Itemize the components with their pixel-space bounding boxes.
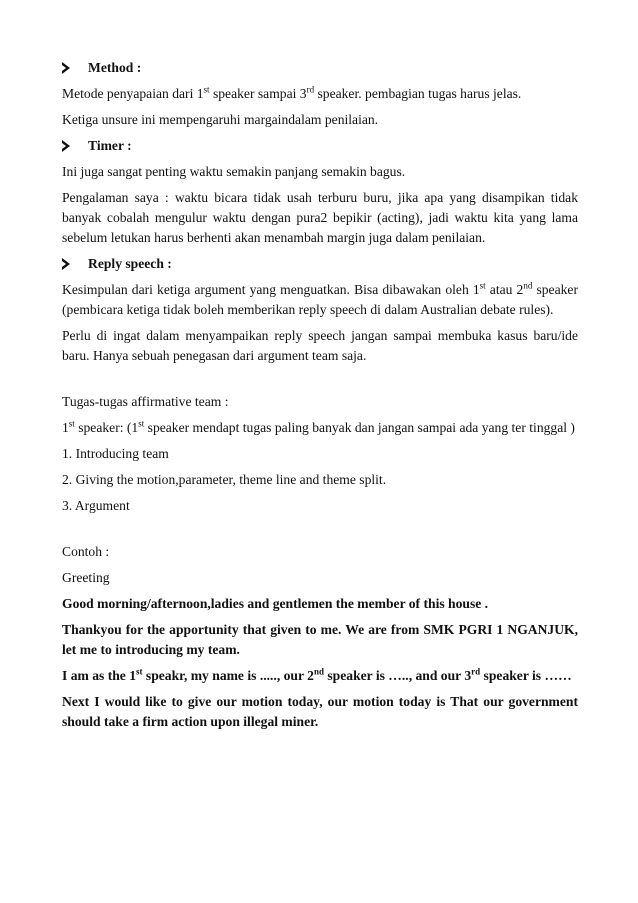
greeting-bold-3: I am as the 1st speakr, my name is ....., our 2nd speaker is ….., and our 3rd speaker is …… (62, 666, 572, 683)
timer-paragraph-1: Ini juga sangat penting waktu semakin panjang semakin bagus. (62, 164, 406, 179)
reply-paragraph-2: Perlu di ingat dalam menyampaikan reply speech jangan sampai membuka kasus baru/ide baru. Hanya sebuah penegasan dari argument team saja. (62, 328, 578, 363)
first-speaker-paragraph: 1st speaker: (1st speaker mendapt tugas paling banyak dan jangan sampai ada yang ter tinggal ) (62, 418, 575, 435)
contoh-title: Contoh : (62, 544, 110, 559)
timer-paragraph-2: Pengalaman saya : waktu bicara tidak usah terburu buru, jika apa yang disampikan tidak banyak cobalah mengulur waktu dengan pura2 bepikir (acting), jadi waktu kita yang lama sebelum letukan harus berhenti akan menambah margin juga dalam penilaian. (62, 190, 578, 245)
document-page (62, 58, 578, 738)
list-item: 2. Giving the motion,parameter, theme line and theme split. (62, 472, 387, 487)
timer-heading: Timer : (62, 136, 578, 156)
arrow-bullet-icon (62, 140, 70, 152)
affirmative-title: Tugas-tugas affirmative team : (62, 394, 229, 409)
method-paragraph-1: Metode penyapaian dari 1st speaker sampai 3rd speaker. pembagian tugas harus jelas. (62, 84, 522, 101)
reply-heading: Reply speech : (62, 254, 578, 274)
greeting-bold-2: Thankyou for the apportunity that given to me. We are from SMK PGRI 1 NGANJUK, let me to introducing my team. (62, 622, 578, 657)
method-heading: Method : (62, 58, 578, 78)
reply-paragraph-1: Kesimpulan dari ketiga argument yang menguatkan. Bisa dibawakan oleh 1st atau 2nd speaker (pembicara ketiga tidak boleh memberikan reply speech di dalam Australian debate rules). (62, 280, 578, 317)
greeting-label: Greeting (62, 570, 110, 585)
method-paragraph-2: Ketiga unsure ini mempengaruhi margaindalam penilaian. (62, 112, 379, 127)
list-item: 1. Introducing team (62, 446, 169, 461)
greeting-bold-4: Next I would like to give our motion today, our motion today is That our government should take a firm action upon illegal miner. (62, 694, 578, 729)
list-item: 3. Argument (62, 498, 130, 513)
arrow-bullet-icon (62, 62, 70, 74)
arrow-bullet-icon (62, 258, 70, 270)
greeting-bold-1: Good morning/afternoon,ladies and gentlemen the member of this house . (62, 596, 489, 611)
